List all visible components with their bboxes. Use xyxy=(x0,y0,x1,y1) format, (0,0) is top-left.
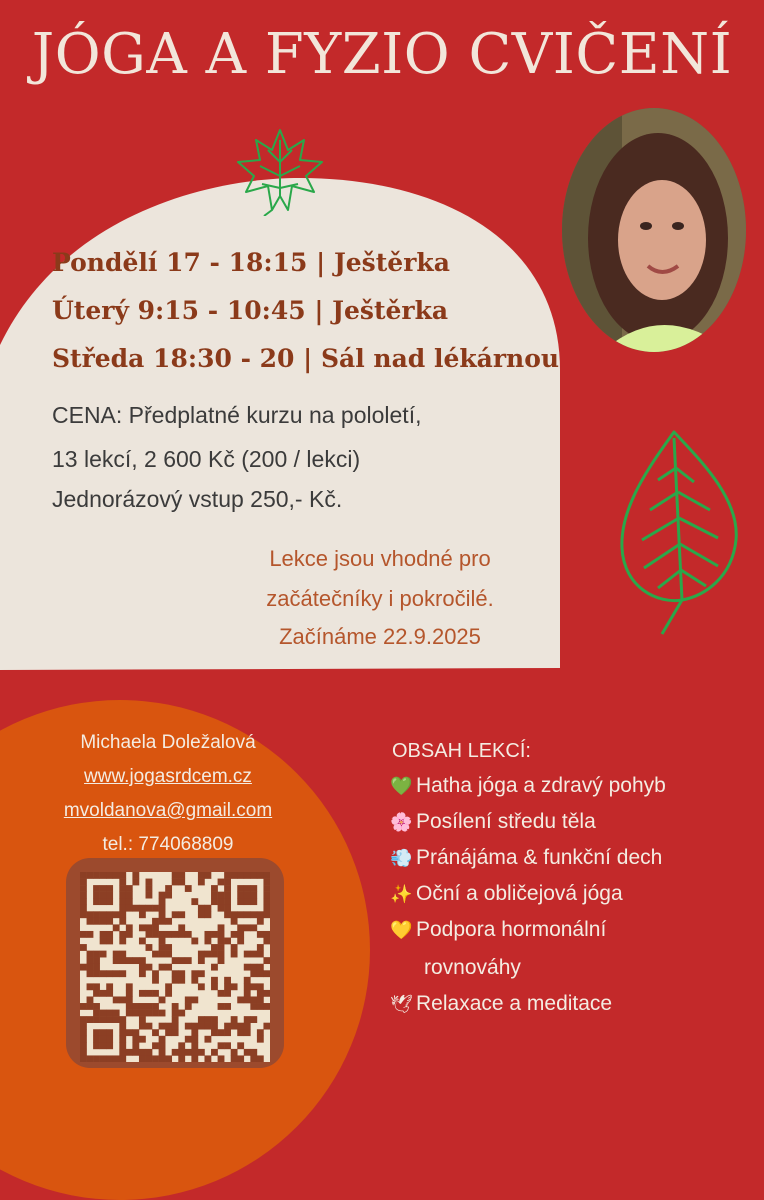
contents-item xyxy=(390,918,606,942)
email-link[interactable]: mvoldanova@gmail.com xyxy=(63,800,273,821)
website-link[interactable]: www.jogasrdcem.cz xyxy=(84,766,252,787)
schedule-wednesday: Středa 18:30 - 20 | Sál nad lékárnou xyxy=(52,344,560,373)
price-line-2: 13 lekcí, 2 600 Kč (200 / lekci) xyxy=(52,446,361,472)
contents-item xyxy=(390,882,623,906)
contents-item-label: Podpora hormonální xyxy=(416,918,607,941)
schedule-tuesday: Úterý 9:15 - 10:45 | Ještěrka xyxy=(52,296,449,325)
yellow-heart-icon: 💛 xyxy=(390,920,413,940)
phone-number: tel.: 774068809 xyxy=(102,834,234,855)
suitability-line-1: Lekce jsou vhodné pro xyxy=(269,546,491,571)
contents-item xyxy=(424,956,521,980)
flower-icon: 🌸 xyxy=(390,812,413,832)
contents-item-label: rovnováhy xyxy=(424,956,521,979)
maple-leaf-icon xyxy=(232,126,328,216)
instructor-photo xyxy=(562,108,746,352)
contents-item-label: Oční a obličejová jóga xyxy=(416,882,623,905)
price-line-1: CENA: Předplatné kurzu na pololetí, xyxy=(52,402,422,428)
green-heart-icon: 💚 xyxy=(390,776,413,796)
page-title: JÓGA A FYZIO CVIČENÍ xyxy=(31,22,733,87)
contents-item-label: Posílení středu těla xyxy=(416,810,596,833)
schedule-monday: Pondělí 17 - 18:15 | Ještěrka xyxy=(52,248,450,277)
breath-icon: 💨 xyxy=(390,848,413,868)
contents-item-label: Hatha jóga a zdravý pohyb xyxy=(416,774,666,797)
qr-code[interactable] xyxy=(80,872,270,1062)
suitability-line-2: začátečníky i pokročilé. xyxy=(266,586,494,611)
contents-item xyxy=(390,774,666,798)
poplar-leaf-icon xyxy=(618,428,744,638)
contents-heading: OBSAH LEKCÍ: xyxy=(392,740,531,762)
contents-item xyxy=(390,810,596,834)
sparkles-icon: ✨ xyxy=(390,884,413,904)
contents-item-label: Relaxace a meditace xyxy=(416,992,613,1015)
instructor-name: Michaela Doležalová xyxy=(80,732,256,753)
contents-item xyxy=(390,992,612,1016)
contents-item-label: Pránájáma & funkční dech xyxy=(416,846,663,869)
start-date: Začínáme 22.9.2025 xyxy=(279,624,481,649)
contents-item xyxy=(390,846,662,870)
dove-icon: 🕊 xyxy=(390,994,413,1014)
price-line-3: Jednorázový vstup 250,- Kč. xyxy=(52,486,343,512)
